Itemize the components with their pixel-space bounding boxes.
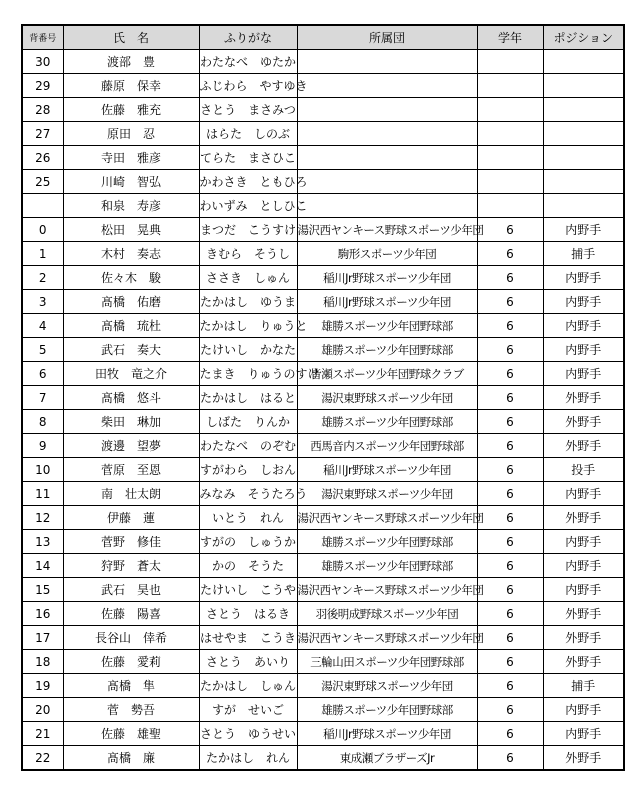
name-cell: 木村 奏志 [63,242,199,266]
position-cell: 内野手 [543,338,624,362]
grade-cell: 6 [477,578,543,602]
grade-cell: 6 [477,530,543,554]
table-row [22,530,624,554]
furigana-cell: たかはし はると [199,386,297,410]
position-cell: 内野手 [543,482,624,506]
team-cell: 湯沢西ヤンキース野球スポーツ少年団 [297,506,477,530]
name-cell: 髙橋 悠斗 [63,386,199,410]
position-cell: 内野手 [543,698,624,722]
team-cell: 湯沢西ヤンキース野球スポーツ少年団 [297,218,477,242]
table-row [22,146,624,170]
uniform-number-cell: 3 [22,290,63,314]
position-cell: 内野手 [543,362,624,386]
name-cell: 菅野 修佳 [63,530,199,554]
position-cell: 外野手 [543,650,624,674]
furigana-cell: すがわら しおん [199,458,297,482]
uniform-number-cell: 29 [22,74,63,98]
furigana-cell: はらた しのぶ [199,122,297,146]
position-cell: 捕手 [543,674,624,698]
furigana-cell: みなみ そうたろう [199,482,297,506]
grade-cell: 6 [477,674,543,698]
position-cell: 内野手 [543,554,624,578]
furigana-cell: すが せいご [199,698,297,722]
furigana-cell: さとう ゆうせい [199,722,297,746]
name-cell: 髙橋 廉 [63,746,199,771]
name-cell: 佐藤 愛莉 [63,650,199,674]
team-cell: 駒形スポーツ少年団 [297,242,477,266]
table-row [22,722,624,746]
furigana-cell: かの そうた [199,554,297,578]
uniform-number-cell: 17 [22,626,63,650]
position-cell [543,50,624,74]
uniform-number-cell: 13 [22,530,63,554]
table-row [22,218,624,242]
team-cell: 湯沢西ヤンキース野球スポーツ少年団 [297,626,477,650]
team-cell: 湯沢東野球スポーツ少年団 [297,386,477,410]
furigana-cell: わたなべ のぞむ [199,434,297,458]
table-row [22,458,624,482]
uniform-number-cell: 12 [22,506,63,530]
table-row [22,290,624,314]
table-row [22,626,624,650]
uniform-number-cell: 14 [22,554,63,578]
team-cell [297,122,477,146]
header-position: ポジション [543,25,624,50]
grade-cell: 6 [477,410,543,434]
table-row [22,194,624,218]
roster-header [22,25,624,50]
team-cell: 三輪山田スポーツ少年団野球部 [297,650,477,674]
uniform-number-cell: 9 [22,434,63,458]
grade-cell: 6 [477,746,543,771]
team-cell: 雄勝スポーツ少年団野球部 [297,338,477,362]
team-cell: 雄勝スポーツ少年団野球部 [297,410,477,434]
uniform-number-cell: 1 [22,242,63,266]
table-row [22,362,624,386]
name-cell: 菅原 至恩 [63,458,199,482]
position-cell: 外野手 [543,602,624,626]
position-cell: 投手 [543,458,624,482]
team-cell [297,74,477,98]
table-row [22,338,624,362]
name-cell: 柴田 琳加 [63,410,199,434]
grade-cell: 6 [477,554,543,578]
furigana-cell: さとう まさみつ [199,98,297,122]
furigana-cell: たまき りゅうのすけ [199,362,297,386]
grade-cell: 6 [477,626,543,650]
table-row [22,170,624,194]
grade-cell: 6 [477,506,543,530]
grade-cell: 6 [477,242,543,266]
header-team: 所属団 [297,25,477,50]
team-cell [297,194,477,218]
furigana-cell: ふじわら やすゆき [199,74,297,98]
table-row [22,746,624,771]
position-cell: 外野手 [543,386,624,410]
team-cell: 雄勝スポーツ少年団野球部 [297,554,477,578]
position-cell [543,194,624,218]
grade-cell [477,98,543,122]
uniform-number-cell: 4 [22,314,63,338]
name-cell: 狩野 蒼太 [63,554,199,578]
team-cell: 稲川Jr野球スポーツ少年団 [297,722,477,746]
grade-cell [477,170,543,194]
grade-cell [477,146,543,170]
table-row [22,266,624,290]
uniform-number-cell: 6 [22,362,63,386]
position-cell [543,146,624,170]
grade-cell: 6 [477,314,543,338]
team-cell [297,50,477,74]
grade-cell: 6 [477,266,543,290]
team-cell: 湯沢西ヤンキース野球スポーツ少年団 [297,578,477,602]
name-cell: 武石 奏大 [63,338,199,362]
table-row [22,506,624,530]
position-cell: 内野手 [543,578,624,602]
uniform-number-cell: 28 [22,98,63,122]
position-cell [543,74,624,98]
table-row [22,698,624,722]
uniform-number-cell: 21 [22,722,63,746]
team-cell: 稲川Jr野球スポーツ少年団 [297,458,477,482]
name-cell: 渡邊 望夢 [63,434,199,458]
grade-cell: 6 [477,338,543,362]
name-cell: 伊藤 蓮 [63,506,199,530]
team-cell [297,98,477,122]
uniform-number-cell: 5 [22,338,63,362]
furigana-cell: まつだ こうすけ [199,218,297,242]
name-cell: 佐藤 陽喜 [63,602,199,626]
uniform-number-cell: 19 [22,674,63,698]
position-cell: 外野手 [543,410,624,434]
grade-cell: 6 [477,722,543,746]
position-cell: 内野手 [543,314,624,338]
table-row [22,98,624,122]
uniform-number-cell: 20 [22,698,63,722]
table-row [22,602,624,626]
position-cell [543,98,624,122]
name-cell: 武石 昊也 [63,578,199,602]
grade-cell: 6 [477,458,543,482]
position-cell: 外野手 [543,746,624,771]
table-row [22,314,624,338]
name-cell: 渡部 豊 [63,50,199,74]
grade-cell: 6 [477,434,543,458]
name-cell: 松田 晃典 [63,218,199,242]
team-cell: 羽後明成野球スポーツ少年団 [297,602,477,626]
position-cell [543,122,624,146]
uniform-number-cell: 18 [22,650,63,674]
team-cell: 雄勝スポーツ少年団野球部 [297,698,477,722]
roster-table [21,24,625,771]
uniform-number-cell: 2 [22,266,63,290]
grade-cell: 6 [477,482,543,506]
furigana-cell: わたなべ ゆたか [199,50,297,74]
name-cell: 髙橋 佑磨 [63,290,199,314]
uniform-number-cell: 27 [22,122,63,146]
team-cell: 西馬音内スポーツ少年団野球部 [297,434,477,458]
name-cell: 佐藤 雄聖 [63,722,199,746]
table-row [22,650,624,674]
position-cell: 内野手 [543,530,624,554]
header-uniform-number: 背番号 [22,25,63,50]
grade-cell: 6 [477,218,543,242]
position-cell: 外野手 [543,434,624,458]
furigana-cell: ささき しゅん [199,266,297,290]
name-cell: 長谷山 倖希 [63,626,199,650]
name-cell: 髙橋 隼 [63,674,199,698]
furigana-cell: いとう れん [199,506,297,530]
table-row [22,50,624,74]
uniform-number-cell: 22 [22,746,63,771]
name-cell: 田牧 竜之介 [63,362,199,386]
grade-cell: 6 [477,362,543,386]
table-row [22,386,624,410]
table-row [22,74,624,98]
team-cell: 稲川Jr野球スポーツ少年団 [297,290,477,314]
name-cell: 寺田 雅彦 [63,146,199,170]
uniform-number-cell: 15 [22,578,63,602]
furigana-cell: はせやま こうき [199,626,297,650]
furigana-cell: かわさき ともひろ [199,170,297,194]
position-cell: 外野手 [543,506,624,530]
header-name: 氏 名 [63,25,199,50]
name-cell: 藤原 保幸 [63,74,199,98]
grade-cell: 6 [477,650,543,674]
team-cell: 東成瀬ブラザーズJr [297,746,477,771]
team-cell: 雄勝スポーツ少年団野球部 [297,314,477,338]
uniform-number-cell: 16 [22,602,63,626]
table-row [22,242,624,266]
uniform-number-cell: 8 [22,410,63,434]
header-grade: 学年 [477,25,543,50]
furigana-cell: たかはし れん [199,746,297,771]
position-cell: 外野手 [543,626,624,650]
team-cell: 稲川Jr野球スポーツ少年団 [297,266,477,290]
grade-cell: 6 [477,386,543,410]
header-row [22,25,624,50]
furigana-cell: さとう あいり [199,650,297,674]
furigana-cell: すがの しゅうか [199,530,297,554]
table-row [22,482,624,506]
grade-cell [477,50,543,74]
grade-cell [477,122,543,146]
name-cell: 菅 勢吾 [63,698,199,722]
furigana-cell: たかはし りゅうと [199,314,297,338]
grade-cell [477,194,543,218]
furigana-cell: さとう はるき [199,602,297,626]
name-cell: 川崎 智弘 [63,170,199,194]
table-row [22,410,624,434]
table-row [22,122,624,146]
uniform-number-cell: 11 [22,482,63,506]
table-row [22,674,624,698]
grade-cell: 6 [477,290,543,314]
name-cell: 髙橋 琉杜 [63,314,199,338]
uniform-number-cell: 26 [22,146,63,170]
position-cell: 内野手 [543,290,624,314]
roster-body [22,50,624,771]
furigana-cell: たかはし ゆうま [199,290,297,314]
name-cell: 和泉 寿彦 [63,194,199,218]
team-cell: 湯沢東野球スポーツ少年団 [297,674,477,698]
position-cell: 内野手 [543,722,624,746]
team-cell: 湯沢東野球スポーツ少年団 [297,482,477,506]
table-row [22,578,624,602]
uniform-number-cell: 30 [22,50,63,74]
grade-cell [477,74,543,98]
furigana-cell: きむら そうし [199,242,297,266]
grade-cell: 6 [477,602,543,626]
position-cell: 内野手 [543,266,624,290]
position-cell: 捕手 [543,242,624,266]
team-cell: 皆瀬スポーツ少年団野球クラブ [297,362,477,386]
furigana-cell: たかはし しゅん [199,674,297,698]
uniform-number-cell: 7 [22,386,63,410]
table-row [22,554,624,578]
furigana-cell: わいずみ としひこ [199,194,297,218]
table-row [22,434,624,458]
furigana-cell: しばた りんか [199,410,297,434]
name-cell: 南 壮太朗 [63,482,199,506]
team-cell [297,170,477,194]
name-cell: 佐々木 駿 [63,266,199,290]
team-cell: 雄勝スポーツ少年団野球部 [297,530,477,554]
furigana-cell: てらた まさひこ [199,146,297,170]
name-cell: 佐藤 雅充 [63,98,199,122]
header-furigana: ふりがな [199,25,297,50]
name-cell: 原田 忍 [63,122,199,146]
uniform-number-cell [22,194,63,218]
position-cell: 内野手 [543,218,624,242]
team-cell [297,146,477,170]
position-cell [543,170,624,194]
uniform-number-cell: 25 [22,170,63,194]
uniform-number-cell: 10 [22,458,63,482]
grade-cell: 6 [477,698,543,722]
furigana-cell: たけいし こうや [199,578,297,602]
uniform-number-cell: 0 [22,218,63,242]
furigana-cell: たけいし かなた [199,338,297,362]
